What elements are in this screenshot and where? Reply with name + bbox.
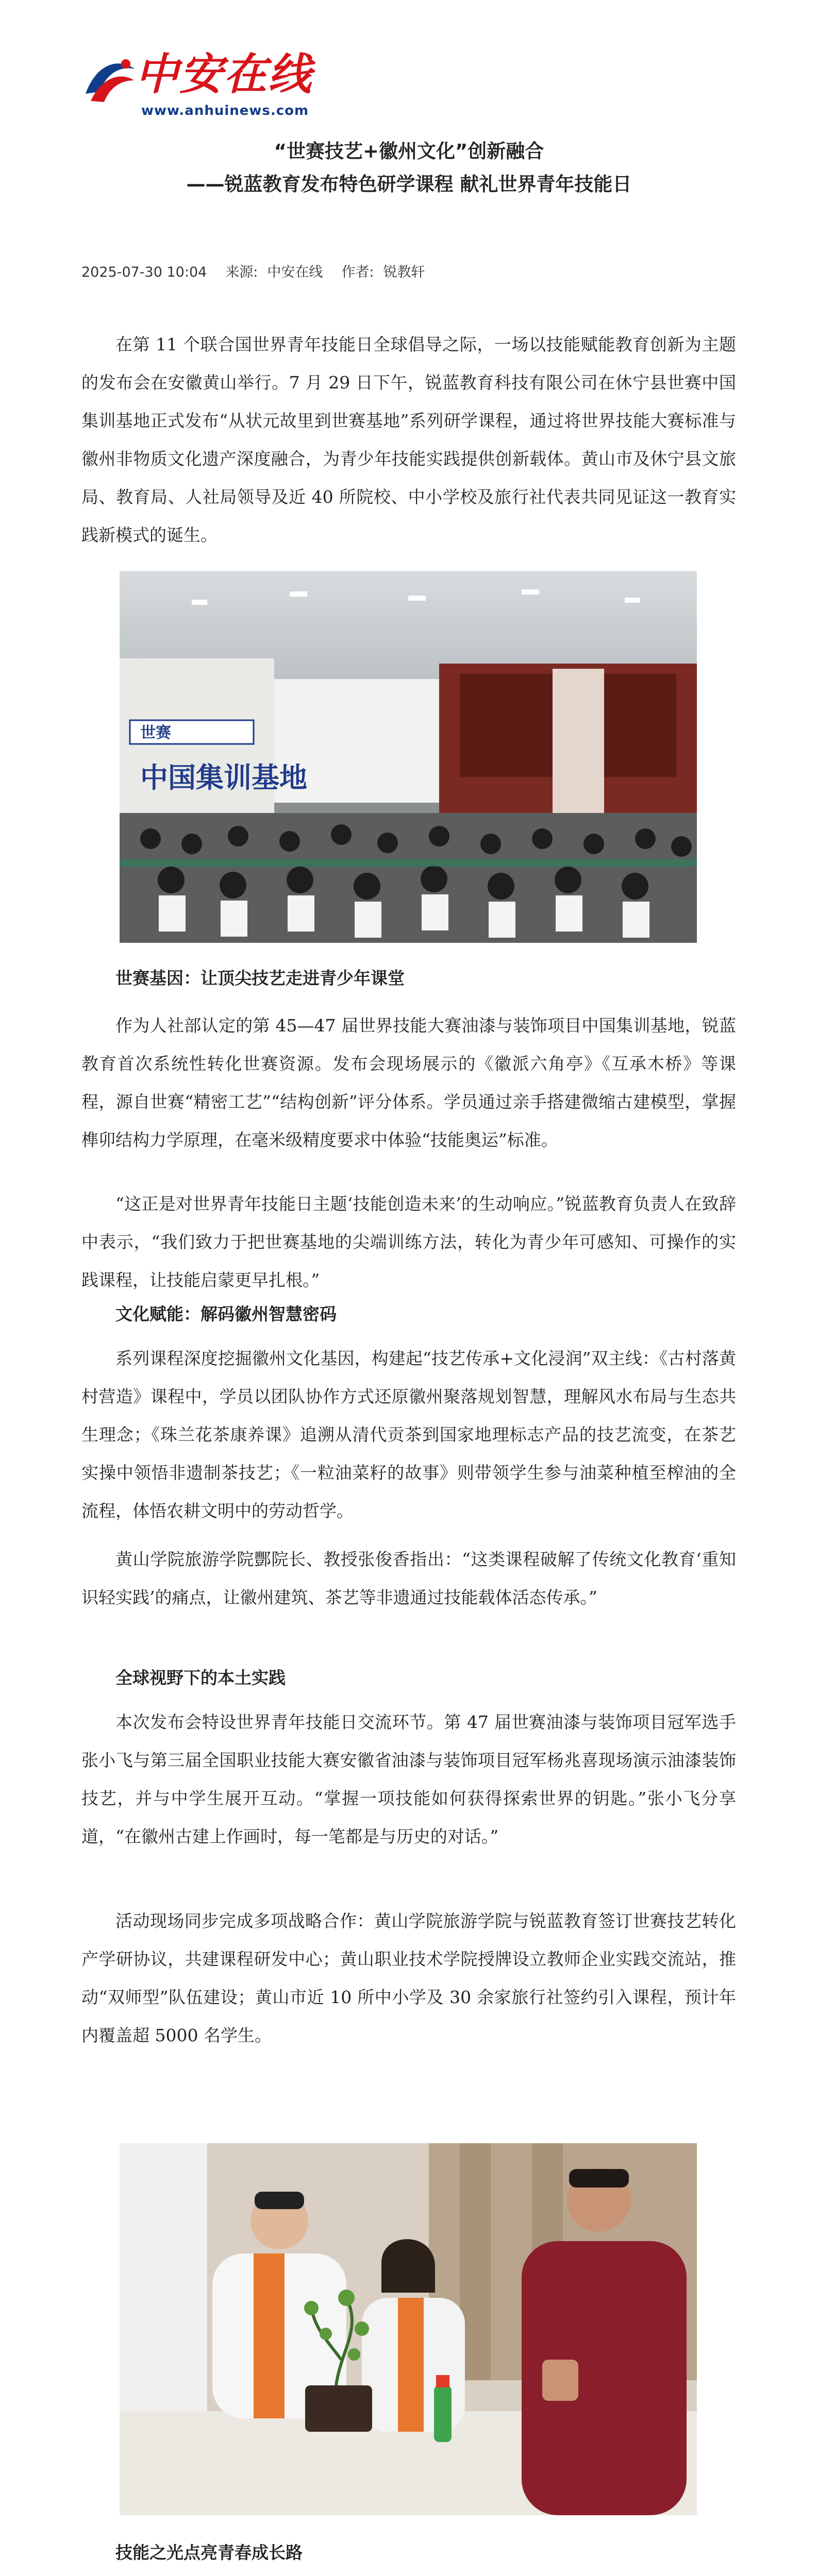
article-subtitle: ——锐蓝教育发布特色研学课程 献礼世界青年技能日 (186, 173, 632, 195)
site-logo-icon (81, 54, 138, 110)
author-label: 作者: (341, 264, 374, 280)
paragraph-s3-1: 本次发布会特设世界青年技能日交流环节。第 47 届世赛油漆与装饰项目冠军选手张小飞与第三届全国职业技能大赛安徽省油漆与装饰项目冠军杨兆喜现场演示油漆装饰技艺，并与中学生展开互动。“掌握一项技能如何获得探索世界的钥匙。”张小飞分享道，“在徽州古建上作画时，每一笔都是与历史的对话。” (81, 1712, 736, 1846)
source-value: 中安在线 (267, 264, 323, 280)
paragraph-s1-2: “这正是对世界青年技能日主题‘技能创造未来’的生动响应。”锐蓝教育负责人在致辞中表示，“我们致力于把世赛基地的尖端训练方法，转化为青少年可感知、可操作的实践课程，让技能启蒙更早扎根。” (81, 1194, 736, 1290)
site-header (81, 49, 339, 122)
paragraph-s2-2: 黄山学院旅游学院酆院长、教授张俊香指出：“这类课程破解了传统文化教育‘重知识轻实践’的痛点，让徽州建筑、茶艺等非遗通过技能载体活态传承。” (81, 1549, 736, 1607)
paragraph-s1-1: 作为人社部认定的第 45—47 届世界技能大赛油漆与装饰项目中国集训基地，锐蓝教育首次系统性转化世赛资源。发布会现场展示的《徽派六角亭》《互承木桥》等课程，源自世赛“精密工艺”“结构创新”评分体系。学员通过亲手搭建微缩古建模型，掌握榫卯结构力学原理，在毫米级精度要求中体验“技能奥运”标准。 (81, 1015, 736, 1150)
photo-banner-text-center: 中国集训基地 (140, 761, 307, 794)
publish-date: 2025-07-30 10:04 (81, 264, 207, 280)
paragraph-intro: 在第 11 个联合国世界青年技能日全球倡导之际，一场以技能赋能教育创新为主题的发布会在安徽黄山举行。7 月 29 日下午，锐蓝教育科技有限公司在休宁县世赛中国集训基地正式发布“从状元故里到世赛基地”系列研学课程，通过将世界技能大赛标准与徽州非物质文化遗产深度融合，为青少年技能实践提供创新载体。黄山市及休宁县文旅局、教育局、人社局领导及近 40 所院校、中小学校及旅行社代表共同见证这一教育实践新模式的诞生。 (81, 334, 736, 545)
paragraph-s2-1: 系列课程深度挖掘徽州文化基因，构建起“技艺传承+文化浸润”双主线：《古村落黄村营造》课程中，学员以团队协作方式还原徽州聚落规划智慧，理解风水布局与生态共生理念；《珠兰花茶康养课》追溯从清代贡茶到国家地理标志产品的技艺流变，在茶艺实操中领悟非遗制茶技艺；《一粒油菜籽的故事》则带领学生参与油菜种植至榨油的全流程，体悟农耕文明中的劳动哲学。 (81, 1348, 736, 1521)
paragraph-s3-2: 活动现场同步完成多项战略合作：黄山学院旅游学院与锐蓝教育签订世赛技艺转化产学研协议，共建课程研发中心；黄山职业技术学院授牌设立教师企业实践交流站，推动“双师型”队伍建设；黄山市近 10 所中小学及 30 余家旅行社签约引入课程，预计年内覆盖超 5000 名学生。 (81, 1911, 736, 2045)
conference-photo (120, 571, 697, 943)
author-value: 锐教轩 (383, 264, 425, 280)
photo-banner-text-left: 世赛 (140, 724, 171, 742)
section-heading-4: 技能之光点亮青春成长路 (115, 2543, 303, 2563)
article-meta (81, 261, 444, 281)
article-title: “世赛技艺+徽州文化”创新融合 (274, 140, 544, 162)
section-heading-3: 全球视野下的本土实践 (115, 1668, 286, 1688)
source-label: 来源: (225, 264, 258, 280)
workshop-photo (120, 2143, 697, 2515)
section-heading-2: 文化赋能：解码徽州智慧密码 (115, 1304, 337, 1324)
site-logo-text: 中安在线 (135, 48, 313, 99)
section-heading-1: 世赛基因：让顶尖技艺走进青少年课堂 (115, 968, 405, 988)
site-url: www.anhuinews.com (141, 103, 309, 118)
